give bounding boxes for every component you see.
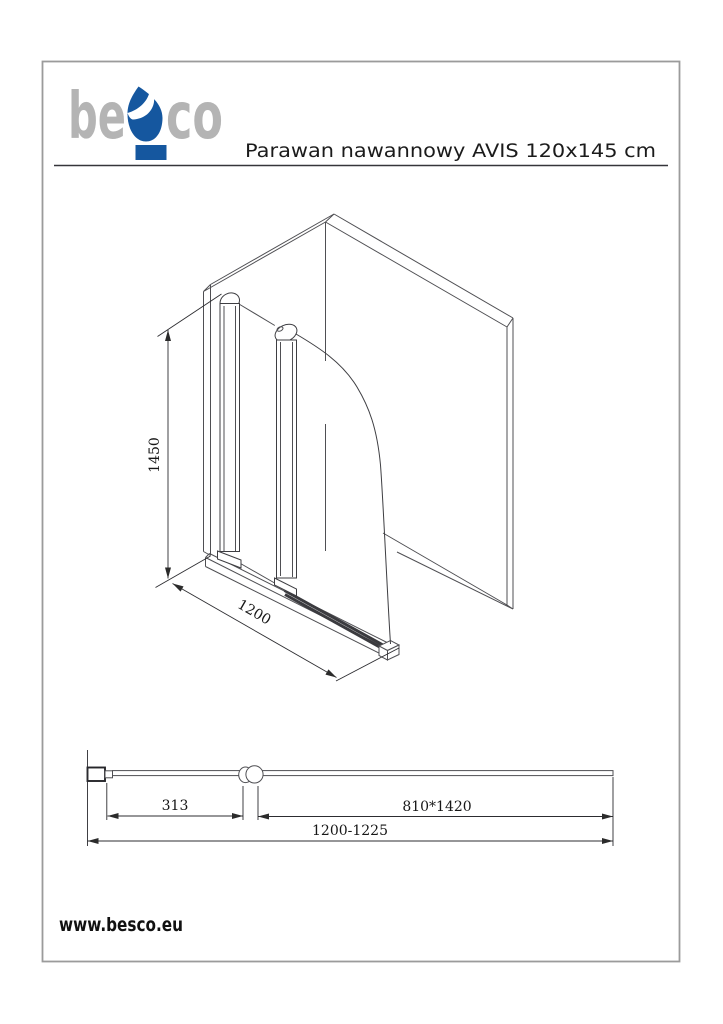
segment-dimension xyxy=(108,798,244,816)
pivot-column xyxy=(272,321,300,596)
fixed-glass-panel xyxy=(240,305,276,584)
width-dim-label: 1200 xyxy=(234,596,274,629)
wall-profile-section xyxy=(88,768,106,782)
hinge-section xyxy=(239,766,263,783)
curved-door-panel xyxy=(296,334,391,644)
glass-panel-edge xyxy=(113,771,614,776)
header xyxy=(54,80,668,166)
logo-underline-block xyxy=(136,145,167,160)
page-title: Parawan nawannowy AVIS 120x145 cm xyxy=(245,141,656,162)
bottom-rail xyxy=(206,554,400,661)
water-drop-icon xyxy=(128,86,163,142)
wall-profile-column xyxy=(217,290,242,568)
overall-dim-label: 1200-1225 xyxy=(312,823,388,839)
rail-seal-strip xyxy=(285,591,387,648)
segment-dim-label: 313 xyxy=(161,798,189,814)
logo-text-left: be xyxy=(68,80,126,154)
profile-connector xyxy=(105,771,113,778)
glass-dim-label: 810*1420 xyxy=(402,799,472,815)
isometric-view xyxy=(147,214,513,681)
website-url: www.besco.eu xyxy=(59,914,183,936)
overall-dimension xyxy=(88,823,614,841)
plan-view xyxy=(88,750,614,846)
logo-text-right: co xyxy=(166,80,223,154)
right-wall xyxy=(326,214,514,609)
height-dim-label: 1450 xyxy=(147,437,163,473)
glass-dimension xyxy=(258,799,613,817)
